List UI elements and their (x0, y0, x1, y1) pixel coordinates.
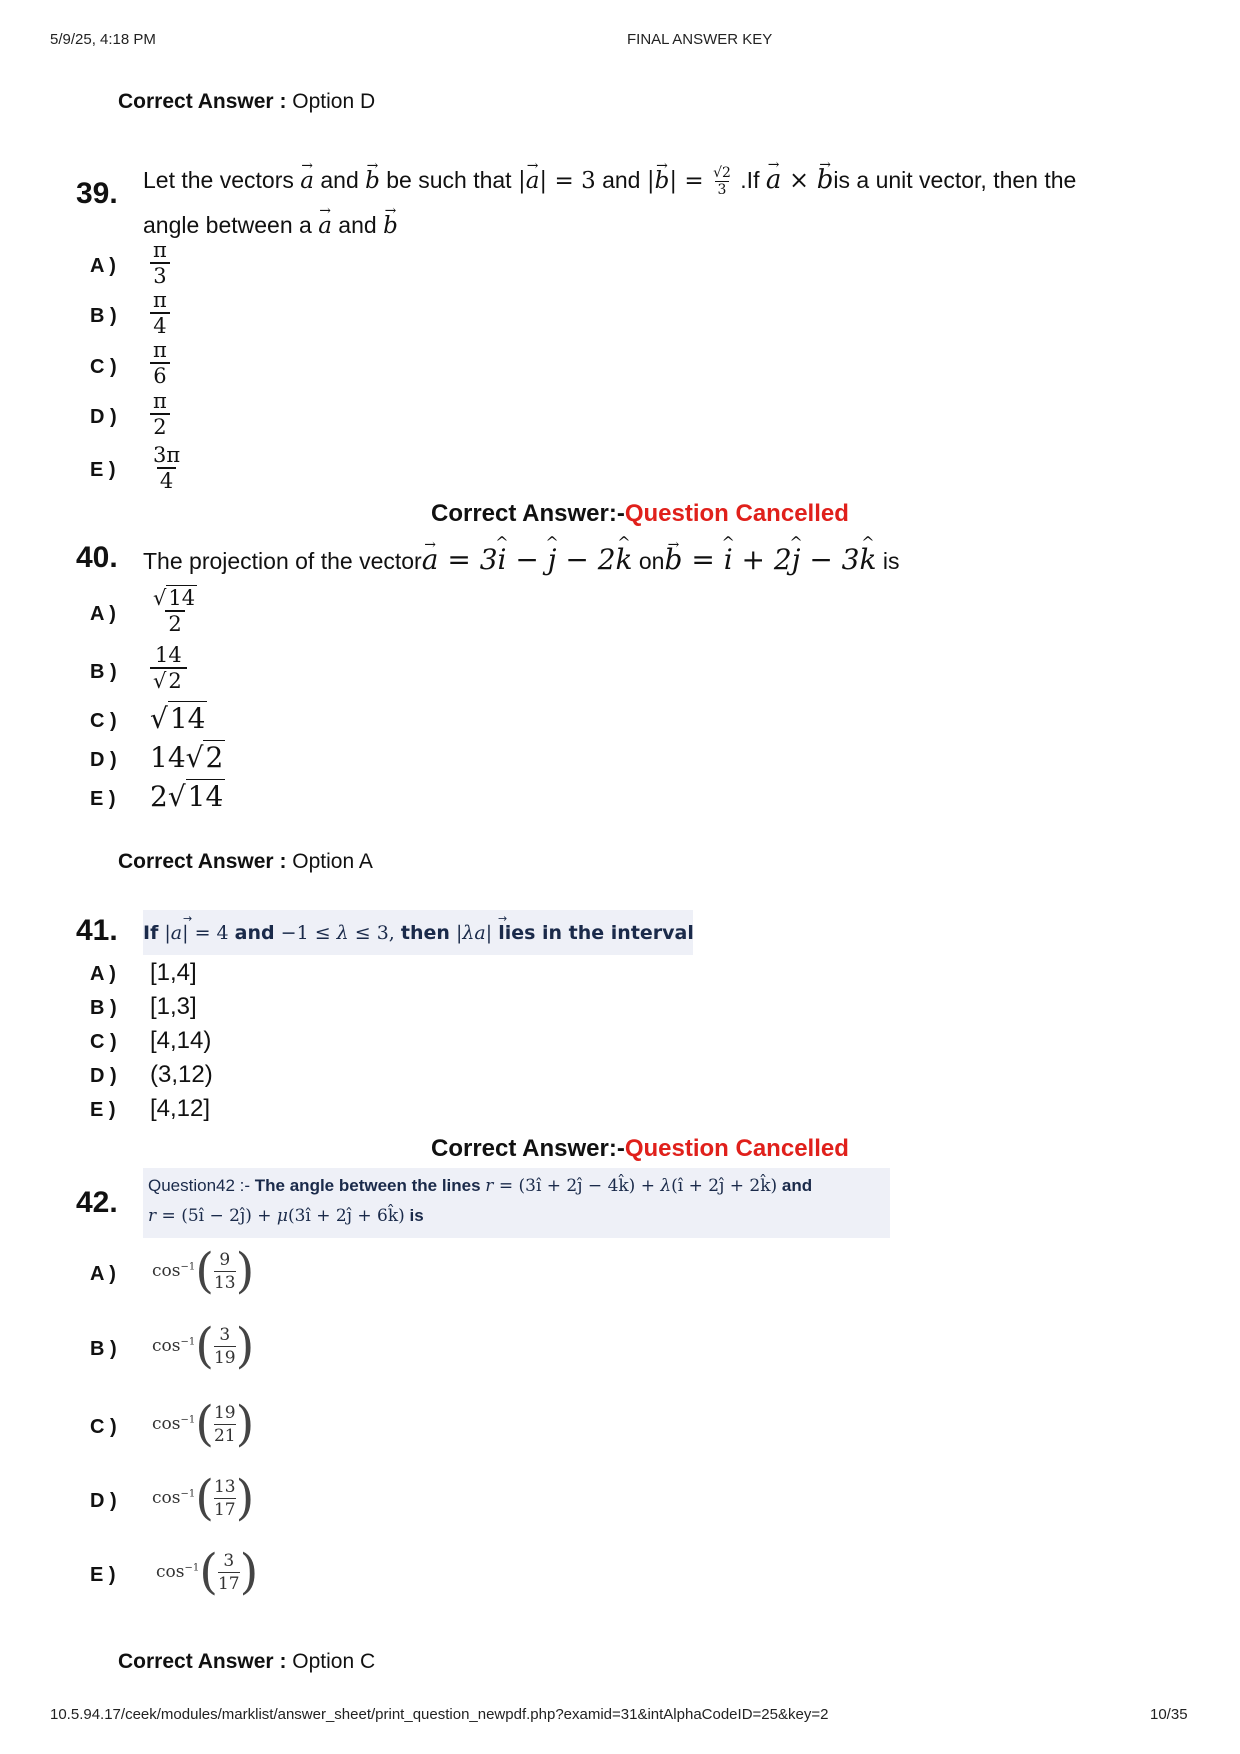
footer-page-number: 10/35 (1150, 1706, 1188, 1723)
question-39-number: 39. (76, 177, 118, 210)
q41-option-c-label: C ) (90, 1031, 117, 1053)
q41-option-d-label: D ) (90, 1065, 117, 1087)
footer-url[interactable]: 10.5.94.17/ceek/modules/marklist/answer_sheet/print_question_newpdf.php?examid=31&intAlphaCodeID=25&key=2 (50, 1706, 829, 1723)
q42-option-d-label: D ) (90, 1490, 117, 1512)
q39-option-b-label: B ) (90, 305, 117, 327)
q41-option-d: (3,12) (150, 1061, 213, 1088)
svg-text:If |a| = 4 and −1 ≤ λ ≤ 3, the: If |a| = 4 and −1 ≤ λ ≤ 3, then |λa| lies in the interval (143, 922, 693, 944)
print-datetime: 5/9/25, 4:18 PM (50, 31, 156, 48)
question-41-image (143, 910, 693, 955)
q40-option-c-label: C ) (90, 710, 117, 732)
question-42-line1: Question42 :- The angle between the lines r = (3î + 2ĵ − 4k̂) + λ(î + 2ĵ + 2k̂) and (148, 1176, 813, 1196)
q41-option-a: [1,4] (150, 959, 197, 986)
question-42-number: 42. (76, 1186, 118, 1219)
q39-option-b: $\frac{\pi}{4}$ (150, 288, 170, 338)
q39-option-c: $\frac{\pi}{6}$ (150, 338, 170, 388)
q39-option-d: $\frac{\pi}{2}$ (150, 389, 170, 439)
q40-option-c: √14 (150, 702, 206, 735)
q40-option-b: $\frac{14}{√2}$ (150, 643, 187, 693)
question-41-number: 41. (76, 914, 118, 947)
q39-option-e-label: E ) (90, 459, 116, 481)
q41-option-e: [4,12] (150, 1095, 211, 1122)
q40-option-a-label: A ) (90, 603, 116, 625)
q42-option-d: $\cos^{-1}$ ( 13 17 ) (152, 1470, 255, 1526)
question-40-text: The projection of the vector→ a = 3^ i − ^ j − 2^ k on→ b = ^ i + 2^ j − 3^ k is (143, 538, 1153, 583)
q41-option-b-label: B ) (90, 997, 117, 1019)
q42-option-a: $\cos^{-1}$ ( 9 13 ) (152, 1243, 255, 1299)
q40-option-b-label: B ) (90, 661, 117, 683)
answer-value: Option D (292, 90, 376, 113)
q39-answer-cancelled: Correct Answer:-Question Cancelled (431, 500, 849, 527)
q42-option-b: $\cos^{-1}$ ( 3 19 ) (152, 1318, 255, 1374)
q42-option-c-label: C ) (90, 1416, 117, 1438)
q41-option-a-label: A ) (90, 963, 116, 985)
q41-option-e-label: E ) (90, 1099, 116, 1121)
q40-option-e: 2√14 (150, 780, 224, 813)
answer-prev (118, 90, 375, 114)
q40-option-d-label: D ) (90, 749, 117, 771)
q39-option-a-label: A ) (90, 255, 116, 277)
q39-option-d-label: D ) (90, 406, 117, 428)
answer-label: Correct Answer : (118, 90, 287, 113)
q40-option-e-label: E ) (90, 788, 116, 810)
q39-option-a: $\frac{\pi}{3}$ (150, 238, 170, 288)
q39-option-c-label: C ) (90, 356, 117, 378)
q42-option-b-label: B ) (90, 1338, 117, 1360)
q41-answer-cancelled: Correct Answer:-Question Cancelled (431, 1135, 849, 1162)
question-39-text: Let the vectors → a and → b be such that |→ a| = 3 and |→ b| = $\frac{√2}{3}$ .If → a × → bis a unit vector, then the angle between a → a and → b (143, 158, 1153, 248)
question-41-formula (143, 910, 693, 955)
question-42-image (143, 1168, 890, 1238)
q40-answer: Correct Answer : Option A (118, 850, 373, 873)
q42-option-c: $\cos^{-1}$ ( 19 21 ) (152, 1396, 255, 1452)
q41-option-b: [1,3] (150, 993, 197, 1020)
document-title: FINAL ANSWER KEY (627, 31, 773, 48)
question-40-number: 40. (76, 541, 118, 574)
question-42-line2: r = (5î − 2ĵ) + μ(3î + 2ĵ + 6k̂) is (148, 1206, 424, 1226)
q41-option-c: [4,14) (150, 1027, 212, 1054)
q39-option-e: $\frac{3\pi}{4}$ (153, 443, 181, 493)
q42-answer: Correct Answer : Option C (118, 1650, 376, 1673)
svg-text:→: → (498, 912, 508, 925)
q40-option-a: $\frac{√14}{2}$ (153, 586, 196, 636)
q40-option-d: 14√2 (150, 741, 224, 774)
q42-option-a-label: A ) (90, 1263, 116, 1285)
svg-text:→: → (183, 912, 193, 925)
q42-option-e: $\cos^{-1}$ ( 3 17 ) (156, 1544, 259, 1600)
q42-option-e-label: E ) (90, 1564, 116, 1586)
